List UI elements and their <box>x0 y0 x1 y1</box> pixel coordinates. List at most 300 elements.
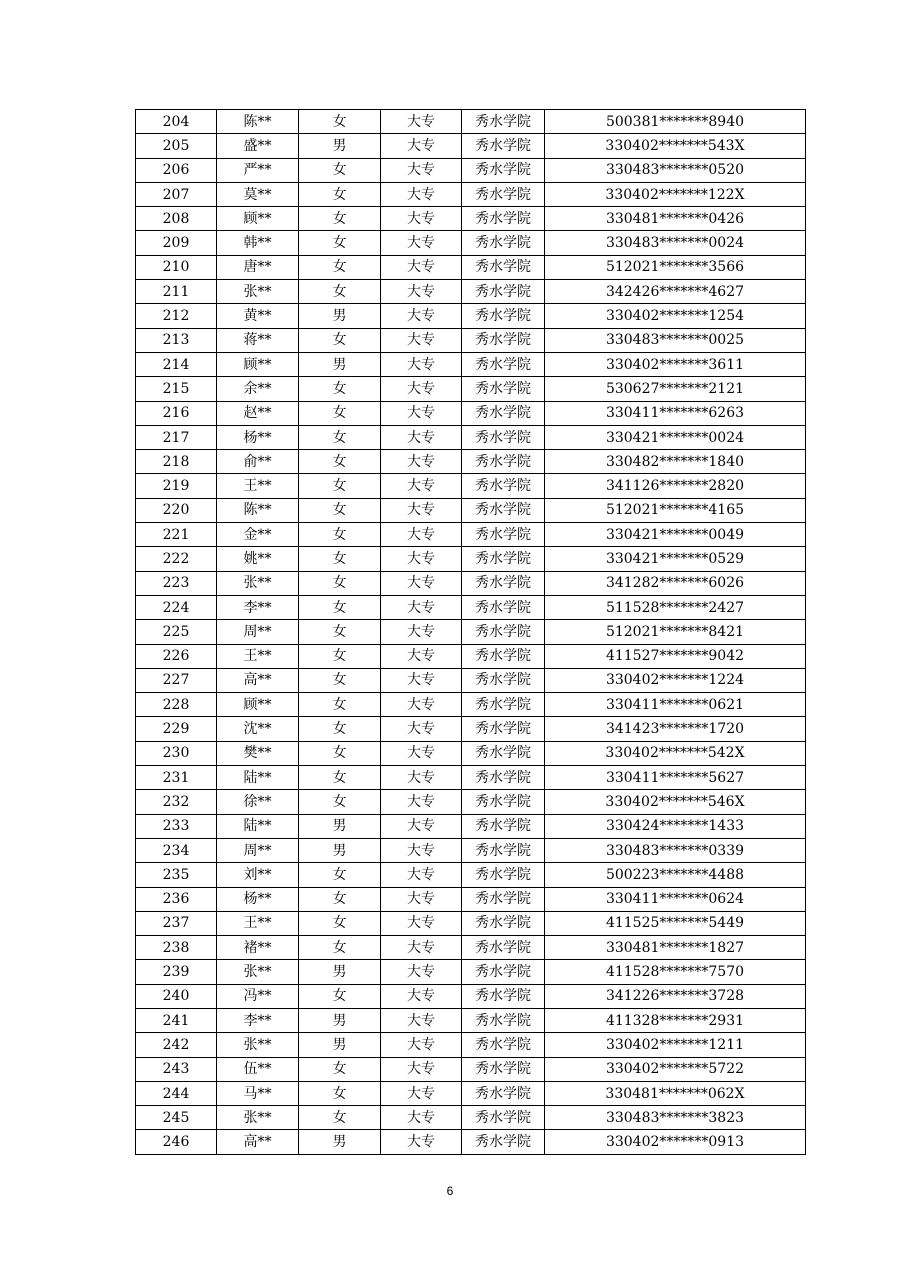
row-number-cell: 220 <box>136 498 217 522</box>
gender-cell: 女 <box>299 644 381 668</box>
name-cell: 周** <box>217 620 299 644</box>
name-cell: 张** <box>217 960 299 984</box>
row-number-cell: 240 <box>136 984 217 1008</box>
row-number-cell: 246 <box>136 1130 217 1154</box>
education-cell: 大专 <box>381 255 462 279</box>
gender-cell: 女 <box>299 571 381 595</box>
id-number-cell: 330402*******546X <box>545 790 806 814</box>
row-number-cell: 208 <box>136 207 217 231</box>
id-number-cell: 411328*******2931 <box>545 1008 806 1032</box>
name-cell: 顾** <box>217 693 299 717</box>
name-cell: 高** <box>217 1130 299 1154</box>
row-number-cell: 207 <box>136 182 217 206</box>
row-number-cell: 210 <box>136 255 217 279</box>
name-cell: 李** <box>217 1008 299 1032</box>
college-cell: 秀水学院 <box>462 693 545 717</box>
gender-cell: 女 <box>299 182 381 206</box>
education-cell: 大专 <box>381 766 462 790</box>
id-number-cell: 341126*******2820 <box>545 474 806 498</box>
row-number-cell: 221 <box>136 523 217 547</box>
college-cell: 秀水学院 <box>462 1057 545 1081</box>
table-row <box>136 498 806 522</box>
row-number-cell: 223 <box>136 571 217 595</box>
education-cell: 大专 <box>381 741 462 765</box>
table-row <box>136 1130 806 1154</box>
gender-cell: 女 <box>299 401 381 425</box>
education-cell: 大专 <box>381 984 462 1008</box>
id-number-cell: 330483*******3823 <box>545 1106 806 1130</box>
college-cell: 秀水学院 <box>462 401 545 425</box>
id-number-cell: 330402*******0913 <box>545 1130 806 1154</box>
row-number-cell: 242 <box>136 1033 217 1057</box>
name-cell: 张** <box>217 571 299 595</box>
page-number: 6 <box>446 1184 454 1198</box>
row-number-cell: 213 <box>136 328 217 352</box>
education-cell: 大专 <box>381 1033 462 1057</box>
name-cell: 顾** <box>217 207 299 231</box>
college-cell: 秀水学院 <box>462 158 545 182</box>
name-cell: 唐** <box>217 255 299 279</box>
id-number-cell: 511528*******2427 <box>545 595 806 619</box>
row-number-cell: 209 <box>136 231 217 255</box>
college-cell: 秀水学院 <box>462 304 545 328</box>
education-cell: 大专 <box>381 523 462 547</box>
college-cell: 秀水学院 <box>462 936 545 960</box>
gender-cell: 女 <box>299 936 381 960</box>
table-row <box>136 377 806 401</box>
education-cell: 大专 <box>381 887 462 911</box>
name-cell: 余** <box>217 377 299 401</box>
table-row <box>136 766 806 790</box>
table-row <box>136 887 806 911</box>
name-cell: 俞** <box>217 450 299 474</box>
gender-cell: 男 <box>299 960 381 984</box>
name-cell: 陈** <box>217 498 299 522</box>
education-cell: 大专 <box>381 644 462 668</box>
gender-cell: 女 <box>299 280 381 304</box>
table-row <box>136 1033 806 1057</box>
education-cell: 大专 <box>381 838 462 862</box>
row-number-cell: 216 <box>136 401 217 425</box>
row-number-cell: 238 <box>136 936 217 960</box>
id-number-cell: 330421*******0024 <box>545 425 806 449</box>
id-number-cell: 500223*******4488 <box>545 863 806 887</box>
row-number-cell: 205 <box>136 134 217 158</box>
row-number-cell: 235 <box>136 863 217 887</box>
row-number-cell: 228 <box>136 693 217 717</box>
id-number-cell: 341226*******3728 <box>545 984 806 1008</box>
table-row <box>136 182 806 206</box>
college-cell: 秀水学院 <box>462 863 545 887</box>
name-cell: 盛** <box>217 134 299 158</box>
name-cell: 严** <box>217 158 299 182</box>
college-cell: 秀水学院 <box>462 498 545 522</box>
id-number-cell: 512021*******8421 <box>545 620 806 644</box>
name-cell: 徐** <box>217 790 299 814</box>
college-cell: 秀水学院 <box>462 911 545 935</box>
id-number-cell: 330483*******0520 <box>545 158 806 182</box>
education-cell: 大专 <box>381 960 462 984</box>
id-number-cell: 411528*******7570 <box>545 960 806 984</box>
name-cell: 张** <box>217 1106 299 1130</box>
college-cell: 秀水学院 <box>462 620 545 644</box>
college-cell: 秀水学院 <box>462 887 545 911</box>
name-cell: 王** <box>217 644 299 668</box>
education-cell: 大专 <box>381 158 462 182</box>
id-number-cell: 330411*******0621 <box>545 693 806 717</box>
table-row <box>136 668 806 692</box>
id-number-cell: 330421*******0529 <box>545 547 806 571</box>
gender-cell: 女 <box>299 887 381 911</box>
table-row <box>136 911 806 935</box>
row-number-cell: 204 <box>136 110 217 134</box>
table-row <box>136 401 806 425</box>
name-cell: 刘** <box>217 863 299 887</box>
gender-cell: 女 <box>299 498 381 522</box>
name-cell: 冯** <box>217 984 299 1008</box>
table-row <box>136 158 806 182</box>
name-cell: 金** <box>217 523 299 547</box>
name-cell: 褚** <box>217 936 299 960</box>
gender-cell: 女 <box>299 450 381 474</box>
education-cell: 大专 <box>381 401 462 425</box>
college-cell: 秀水学院 <box>462 280 545 304</box>
name-cell: 樊** <box>217 741 299 765</box>
id-number-cell: 512021*******3566 <box>545 255 806 279</box>
row-number-cell: 239 <box>136 960 217 984</box>
college-cell: 秀水学院 <box>462 352 545 376</box>
college-cell: 秀水学院 <box>462 207 545 231</box>
gender-cell: 女 <box>299 911 381 935</box>
college-cell: 秀水学院 <box>462 1033 545 1057</box>
id-number-cell: 330481*******062X <box>545 1081 806 1105</box>
gender-cell: 女 <box>299 255 381 279</box>
table-row <box>136 1106 806 1130</box>
table-row <box>136 450 806 474</box>
college-cell: 秀水学院 <box>462 814 545 838</box>
education-cell: 大专 <box>381 352 462 376</box>
id-number-cell: 330402*******5722 <box>545 1057 806 1081</box>
gender-cell: 女 <box>299 328 381 352</box>
education-cell: 大专 <box>381 231 462 255</box>
name-cell: 李** <box>217 595 299 619</box>
id-number-cell: 341282*******6026 <box>545 571 806 595</box>
table-row <box>136 595 806 619</box>
id-number-cell: 330402*******3611 <box>545 352 806 376</box>
education-cell: 大专 <box>381 1081 462 1105</box>
row-number-cell: 244 <box>136 1081 217 1105</box>
college-cell: 秀水学院 <box>462 960 545 984</box>
table-row <box>136 838 806 862</box>
id-number-cell: 411527*******9042 <box>545 644 806 668</box>
education-cell: 大专 <box>381 1130 462 1154</box>
id-number-cell: 500381*******8940 <box>545 110 806 134</box>
name-cell: 王** <box>217 911 299 935</box>
gender-cell: 女 <box>299 693 381 717</box>
gender-cell: 女 <box>299 717 381 741</box>
college-cell: 秀水学院 <box>462 790 545 814</box>
college-cell: 秀水学院 <box>462 1130 545 1154</box>
table-row <box>136 207 806 231</box>
education-cell: 大专 <box>381 620 462 644</box>
table-row <box>136 814 806 838</box>
row-number-cell: 218 <box>136 450 217 474</box>
table-row <box>136 304 806 328</box>
row-number-cell: 217 <box>136 425 217 449</box>
name-cell: 陆** <box>217 814 299 838</box>
gender-cell: 男 <box>299 814 381 838</box>
row-number-cell: 230 <box>136 741 217 765</box>
name-cell: 张** <box>217 1033 299 1057</box>
name-cell: 周** <box>217 838 299 862</box>
gender-cell: 女 <box>299 425 381 449</box>
name-cell: 马** <box>217 1081 299 1105</box>
table-row <box>136 523 806 547</box>
table-row <box>136 231 806 255</box>
college-cell: 秀水学院 <box>462 255 545 279</box>
name-cell: 伍** <box>217 1057 299 1081</box>
id-number-cell: 341423*******1720 <box>545 717 806 741</box>
education-cell: 大专 <box>381 790 462 814</box>
row-number-cell: 214 <box>136 352 217 376</box>
row-number-cell: 225 <box>136 620 217 644</box>
name-cell: 顾** <box>217 352 299 376</box>
table-row <box>136 280 806 304</box>
education-cell: 大专 <box>381 595 462 619</box>
id-number-cell: 411525*******5449 <box>545 911 806 935</box>
row-number-cell: 226 <box>136 644 217 668</box>
row-number-cell: 231 <box>136 766 217 790</box>
row-number-cell: 236 <box>136 887 217 911</box>
college-cell: 秀水学院 <box>462 741 545 765</box>
college-cell: 秀水学院 <box>462 377 545 401</box>
row-number-cell: 229 <box>136 717 217 741</box>
name-cell: 赵** <box>217 401 299 425</box>
college-cell: 秀水学院 <box>462 547 545 571</box>
table-row <box>136 1057 806 1081</box>
education-cell: 大专 <box>381 474 462 498</box>
college-cell: 秀水学院 <box>462 110 545 134</box>
education-cell: 大专 <box>381 304 462 328</box>
gender-cell: 男 <box>299 838 381 862</box>
id-number-cell: 330483*******0024 <box>545 231 806 255</box>
table-row <box>136 134 806 158</box>
gender-cell: 女 <box>299 158 381 182</box>
id-number-cell: 330402*******543X <box>545 134 806 158</box>
education-cell: 大专 <box>381 425 462 449</box>
college-cell: 秀水学院 <box>462 425 545 449</box>
gender-cell: 女 <box>299 110 381 134</box>
gender-cell: 男 <box>299 1008 381 1032</box>
gender-cell: 女 <box>299 377 381 401</box>
college-cell: 秀水学院 <box>462 134 545 158</box>
table-row <box>136 474 806 498</box>
table-row <box>136 1008 806 1032</box>
id-number-cell: 330411*******6263 <box>545 401 806 425</box>
name-cell: 韩** <box>217 231 299 255</box>
name-cell: 张** <box>217 280 299 304</box>
name-cell: 莫** <box>217 182 299 206</box>
gender-cell: 女 <box>299 547 381 571</box>
id-number-cell: 330402*******1254 <box>545 304 806 328</box>
row-number-cell: 245 <box>136 1106 217 1130</box>
gender-cell: 男 <box>299 1033 381 1057</box>
id-number-cell: 330421*******0049 <box>545 523 806 547</box>
row-number-cell: 224 <box>136 595 217 619</box>
name-cell: 黄** <box>217 304 299 328</box>
college-cell: 秀水学院 <box>462 644 545 668</box>
education-cell: 大专 <box>381 863 462 887</box>
college-cell: 秀水学院 <box>462 595 545 619</box>
name-cell: 蒋** <box>217 328 299 352</box>
education-cell: 大专 <box>381 1008 462 1032</box>
gender-cell: 女 <box>299 620 381 644</box>
row-number-cell: 219 <box>136 474 217 498</box>
row-number-cell: 232 <box>136 790 217 814</box>
gender-cell: 女 <box>299 668 381 692</box>
college-cell: 秀水学院 <box>462 1008 545 1032</box>
name-cell: 姚** <box>217 547 299 571</box>
gender-cell: 女 <box>299 474 381 498</box>
college-cell: 秀水学院 <box>462 984 545 1008</box>
table-row <box>136 863 806 887</box>
id-number-cell: 330402*******542X <box>545 741 806 765</box>
college-cell: 秀水学院 <box>462 571 545 595</box>
table-row <box>136 571 806 595</box>
table-row <box>136 547 806 571</box>
row-number-cell: 233 <box>136 814 217 838</box>
id-number-cell: 330483*******0339 <box>545 838 806 862</box>
gender-cell: 女 <box>299 863 381 887</box>
education-cell: 大专 <box>381 377 462 401</box>
education-cell: 大专 <box>381 693 462 717</box>
table-row <box>136 936 806 960</box>
education-cell: 大专 <box>381 936 462 960</box>
id-number-cell: 330424*******1433 <box>545 814 806 838</box>
education-cell: 大专 <box>381 328 462 352</box>
gender-cell: 女 <box>299 1057 381 1081</box>
education-cell: 大专 <box>381 134 462 158</box>
college-cell: 秀水学院 <box>462 1106 545 1130</box>
table-row <box>136 960 806 984</box>
id-number-cell: 330402*******1224 <box>545 668 806 692</box>
college-cell: 秀水学院 <box>462 474 545 498</box>
row-number-cell: 243 <box>136 1057 217 1081</box>
table-row <box>136 352 806 376</box>
gender-cell: 女 <box>299 1081 381 1105</box>
id-number-cell: 330481*******1827 <box>545 936 806 960</box>
gender-cell: 男 <box>299 304 381 328</box>
education-cell: 大专 <box>381 1057 462 1081</box>
name-cell: 沈** <box>217 717 299 741</box>
roster-table <box>135 109 806 1155</box>
college-cell: 秀水学院 <box>462 838 545 862</box>
row-number-cell: 241 <box>136 1008 217 1032</box>
id-number-cell: 330411*******0624 <box>545 887 806 911</box>
table-row <box>136 620 806 644</box>
gender-cell: 女 <box>299 1106 381 1130</box>
id-number-cell: 330482*******1840 <box>545 450 806 474</box>
table-row <box>136 984 806 1008</box>
gender-cell: 女 <box>299 741 381 765</box>
education-cell: 大专 <box>381 450 462 474</box>
id-number-cell: 330483*******0025 <box>545 328 806 352</box>
table-row <box>136 693 806 717</box>
row-number-cell: 234 <box>136 838 217 862</box>
education-cell: 大专 <box>381 498 462 522</box>
education-cell: 大专 <box>381 911 462 935</box>
college-cell: 秀水学院 <box>462 668 545 692</box>
roster-table-body <box>136 110 806 1155</box>
row-number-cell: 237 <box>136 911 217 935</box>
id-number-cell: 330411*******5627 <box>545 766 806 790</box>
gender-cell: 女 <box>299 231 381 255</box>
table-row <box>136 255 806 279</box>
name-cell: 王** <box>217 474 299 498</box>
education-cell: 大专 <box>381 814 462 838</box>
gender-cell: 男 <box>299 352 381 376</box>
table-row <box>136 110 806 134</box>
id-number-cell: 330481*******0426 <box>545 207 806 231</box>
table-row <box>136 790 806 814</box>
gender-cell: 男 <box>299 134 381 158</box>
name-cell: 陈** <box>217 110 299 134</box>
education-cell: 大专 <box>381 571 462 595</box>
table-row <box>136 717 806 741</box>
name-cell: 杨** <box>217 425 299 449</box>
table-row <box>136 644 806 668</box>
gender-cell: 女 <box>299 523 381 547</box>
id-number-cell: 530627*******2121 <box>545 377 806 401</box>
id-number-cell: 330402*******1211 <box>545 1033 806 1057</box>
name-cell: 陆** <box>217 766 299 790</box>
id-number-cell: 342426*******4627 <box>545 280 806 304</box>
name-cell: 高** <box>217 668 299 692</box>
table-row <box>136 425 806 449</box>
row-number-cell: 206 <box>136 158 217 182</box>
row-number-cell: 222 <box>136 547 217 571</box>
gender-cell: 女 <box>299 595 381 619</box>
education-cell: 大专 <box>381 182 462 206</box>
education-cell: 大专 <box>381 1106 462 1130</box>
college-cell: 秀水学院 <box>462 450 545 474</box>
row-number-cell: 227 <box>136 668 217 692</box>
gender-cell: 女 <box>299 207 381 231</box>
education-cell: 大专 <box>381 207 462 231</box>
table-row <box>136 1081 806 1105</box>
college-cell: 秀水学院 <box>462 523 545 547</box>
id-number-cell: 330402*******122X <box>545 182 806 206</box>
college-cell: 秀水学院 <box>462 766 545 790</box>
id-number-cell: 512021*******4165 <box>545 498 806 522</box>
row-number-cell: 212 <box>136 304 217 328</box>
name-cell: 杨** <box>217 887 299 911</box>
gender-cell: 男 <box>299 1130 381 1154</box>
table-row <box>136 741 806 765</box>
college-cell: 秀水学院 <box>462 231 545 255</box>
gender-cell: 女 <box>299 984 381 1008</box>
education-cell: 大专 <box>381 547 462 571</box>
college-cell: 秀水学院 <box>462 1081 545 1105</box>
table-row <box>136 328 806 352</box>
gender-cell: 女 <box>299 790 381 814</box>
education-cell: 大专 <box>381 280 462 304</box>
college-cell: 秀水学院 <box>462 182 545 206</box>
college-cell: 秀水学院 <box>462 328 545 352</box>
education-cell: 大专 <box>381 668 462 692</box>
college-cell: 秀水学院 <box>462 717 545 741</box>
education-cell: 大专 <box>381 717 462 741</box>
